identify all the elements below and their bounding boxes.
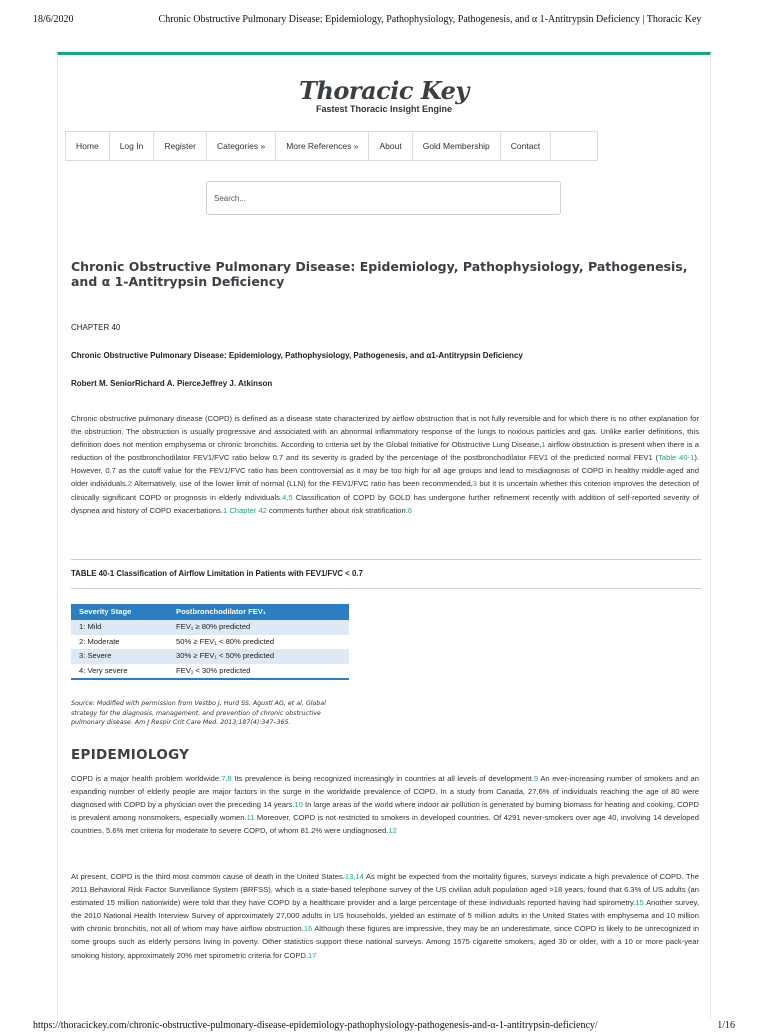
text-run: An ever-increasing number of smokers and an expanding number of elderly people are major factors in the surge in the worldwide prevalence of COPD. In a study from Canada, 27.6% of individuals reaching the age of 80 were diagnosed with COPD by a physician over the preceding 14 years. bbox=[71, 774, 699, 810]
divider bbox=[71, 588, 701, 589]
citation-link[interactable]: 17 bbox=[308, 950, 317, 960]
text-run: As might be expected from the mortality figures, surveys indicate a high prevalence of COPD. The 2011 Behavioral Risk Factor Surveillance System (BRFSS), which is a state-based telephone survey of the US civilian adult population aged >18 years, found that 6.3% of US adults (an estimated 15 million nationwide) were told that they have COPD by a healthcare provider and a large percentage of these individuals reported having had spirometry. bbox=[71, 872, 699, 908]
text-run: COPD is a major health problem worldwide. bbox=[71, 774, 222, 783]
nav-login[interactable]: Log In bbox=[110, 132, 155, 160]
header-severity-stage: Severity Stage bbox=[79, 607, 132, 616]
text-run: In large areas of the world where indoor air pollution is generated by burning biomass for heating and cooking, COPD is prevalent among nonsmokers, especially women. bbox=[71, 800, 700, 823]
stage-cell: 2: Moderate bbox=[79, 636, 120, 646]
text-run: Classification of COPD by GOLD has undergone further refinement recently with addition of self-reported severity of dyspnea and history of COPD exacerbations. bbox=[71, 492, 700, 515]
authors: Robert M. SeniorRichard A. PierceJeffrey J. Atkinson bbox=[71, 379, 273, 388]
table-caption: TABLE 40-1 Classification of Airflow Limitation in Patients with FEV1/FVC < 0.7 bbox=[71, 569, 363, 578]
fev1-cell: FEV₁ ≥ 80% predicted bbox=[176, 622, 251, 631]
nav-register[interactable]: Register bbox=[154, 132, 207, 160]
search-input[interactable] bbox=[206, 181, 561, 215]
text-run: Although these figures are impressive, they may be an underestimate, since COPD is likely to be unrecognized in some groups such as elderly persons living in poverty. Other statistics support these national surveys. Among 1575 cigarette smokers, aged 30 or older, with a 10 or more pack-year smoking history, approximately 20% met spirometric criteria for COPD. bbox=[71, 924, 699, 960]
print-page-title: Chronic Obstructive Pulmonary Disease: Epidemiology, Pathophysiology, Pathogenesis, and α 1-Antitrypsin Deficiency | Thoracic Key bbox=[158, 14, 702, 25]
print-date: 18/6/2020 bbox=[33, 14, 74, 25]
article-title: Chronic Obstructive Pulmonary Disease: Epidemiology, Pathophysiology, Pathogenesis, and α 1-Antitrypsin Deficiency bbox=[71, 259, 688, 289]
stage-cell: 3: Severe bbox=[79, 651, 112, 660]
fev1-cell: 50% ≥ FEV₁ < 80% predicted bbox=[176, 636, 275, 646]
citation-link[interactable]: 4,5 bbox=[282, 492, 293, 502]
header-fev1: Postbronchodilator FEV₁ bbox=[176, 607, 267, 616]
table-source-note: Source: Modified with permission from Vestbo J, Hurd SS, Agustí AG, et al. Global strategy for the diagnosis, management, and prevention of chronic obstructive pulmonary disease. Am J Respir Crit Care Med. 2013;187(4):347–365. bbox=[71, 700, 326, 726]
text-run: At present, COPD is the third most common cause of death in the United States. bbox=[71, 872, 345, 881]
nav-contact[interactable]: Contact bbox=[501, 132, 551, 160]
nav-more-references[interactable]: More References » bbox=[276, 132, 369, 160]
epidemiology-paragraph-2 bbox=[71, 870, 699, 962]
divider bbox=[71, 559, 701, 560]
citation-link[interactable]: 11 bbox=[246, 813, 255, 823]
citation-link[interactable]: 10 bbox=[294, 800, 303, 810]
citation-link[interactable]: 3 bbox=[472, 479, 478, 489]
text-run: comments further about risk stratification. bbox=[266, 505, 408, 515]
text-run: airflow obstruction is present when there is a reduction of the postbronchodilator FEV1/FVC ratio below 0.7 and its severity is graded by the percentage of the postbronchodilator FEV1 of the predicted normal FEV1 ( bbox=[71, 440, 699, 463]
text-run: Moreover, COPD is not restricted to smokers in developed countries. Of 4291 never-smokers over age 40, involving 14 developed countries, 5.6% met criteria for moderate to severe COPD, of whom 81.2% were undiagnosed. bbox=[71, 813, 699, 836]
citation-link[interactable]: 7,8 bbox=[221, 774, 232, 783]
severity-table bbox=[71, 604, 349, 680]
nav-home[interactable]: Home bbox=[66, 132, 110, 160]
section-heading-epidemiology: EPIDEMIOLOGY bbox=[71, 747, 190, 763]
text-run: Chronic obstructive pulmonary disease (COPD) is defined as a disease state characterized by airflow obstruction that is not fully reversible and for which there is no other explanation for the obstruction. The obstruction is usually progressive and associated with an abnormal inflammatory response of the lungs to noxious particles and gas. Unlike earlier definitions, this definition does not mention emphysema or chronic bronchitis. According to criteria set by the Global Initiative for Obstructive Lung Disease, bbox=[71, 414, 699, 450]
nav-about[interactable]: About bbox=[369, 132, 412, 160]
page-container bbox=[57, 52, 711, 1018]
text-run: but it is uncertain whether this criterion improves the detection of clinically significant COPD or prognosis in elderly individuals. bbox=[71, 479, 699, 502]
site-header bbox=[58, 77, 710, 114]
citation-link[interactable]: 9 bbox=[533, 774, 539, 783]
site-tagline: Fastest Thoracic Insight Engine bbox=[315, 104, 453, 114]
chapter-link[interactable]: Chapter 42 bbox=[229, 505, 267, 515]
epidemiology-paragraph-1 bbox=[71, 772, 699, 837]
intro-paragraph bbox=[71, 412, 699, 517]
citation-link[interactable]: 16 bbox=[303, 924, 313, 934]
nav-categories[interactable]: Categories » bbox=[207, 132, 276, 160]
citation-link[interactable]: 13,14 bbox=[344, 872, 364, 881]
table-link[interactable]: Table 40-1 bbox=[658, 453, 695, 463]
print-url: https://thoracickey.com/chronic-obstructive-pulmonary-disease-epidemiology-pathophysiology-pathogenesis-and-α-1-antitrypsin-deficiency/ bbox=[33, 1020, 598, 1031]
site-logo[interactable]: Thoracic Key bbox=[299, 76, 469, 105]
print-footer bbox=[0, 1020, 768, 1036]
table-header bbox=[71, 604, 349, 620]
stage-cell: 4: Very severe bbox=[79, 665, 128, 675]
fev1-cell: FEV₁ < 30% predicted bbox=[176, 665, 251, 675]
main-nav bbox=[65, 131, 598, 161]
text-run: Alternatively, use of the lower limit of normal (LLN) for the FEV1/FVC ratio has been recommended, bbox=[132, 479, 473, 489]
fev1-cell: 30% ≥ FEV₁ < 50% predicted bbox=[176, 651, 275, 660]
nav-gold-membership[interactable]: Gold Membership bbox=[413, 132, 501, 160]
table-row bbox=[71, 635, 349, 650]
table-row bbox=[71, 664, 349, 679]
chapter-label: CHAPTER 40 bbox=[71, 323, 121, 332]
print-page-number: 1/16 bbox=[717, 1020, 735, 1031]
citation-link[interactable]: 15 bbox=[635, 898, 644, 908]
citation-link[interactable]: 1 bbox=[541, 440, 546, 450]
citation-link[interactable]: 12 bbox=[388, 826, 397, 836]
table-row bbox=[71, 649, 349, 664]
citation-link[interactable]: 1 bbox=[222, 505, 228, 515]
text-run: Another survey, the 2010 National Health Interview Survey of approximately 27,000 adults in US households, yielded an estimate of 5 million adults in the United States with emphysema and 10 million with chronic bronchitis, not all of whom may have airflow obstruction. bbox=[71, 898, 699, 934]
stage-cell: 1: Mild bbox=[79, 622, 102, 631]
print-header bbox=[0, 14, 768, 30]
nav-empty-slot[interactable] bbox=[551, 132, 597, 160]
citation-link[interactable]: 2 bbox=[127, 479, 133, 489]
chapter-subtitle: Chronic Obstructive Pulmonary Disease: Epidemiology, Pathophysiology, Pathogenesis, and α1-Antitrypsin Deficiency bbox=[71, 351, 523, 360]
citation-link[interactable]: 6 bbox=[407, 505, 413, 515]
text-run: Its prevalence is being recognized increasingly in countries at all levels of development. bbox=[231, 774, 534, 783]
text-run: ). However, 0.7 as the cutoff value for the FEV1/FVC ratio has been controversial as it may be too high for all age groups and lead to misdiagnosis of COPD in healthy middle-aged and older individuals. bbox=[71, 453, 699, 489]
table-row bbox=[71, 620, 349, 635]
